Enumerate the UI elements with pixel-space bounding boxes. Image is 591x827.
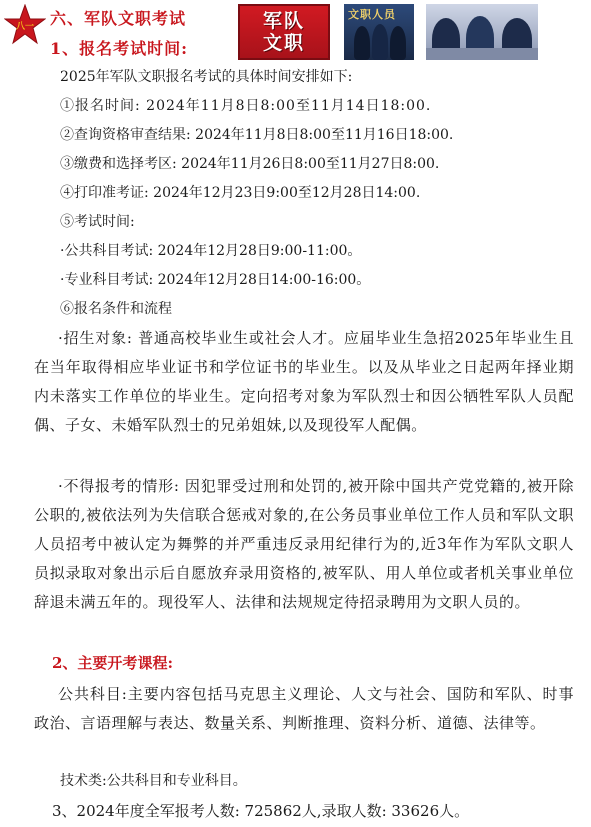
- list-item: ·专业科目考试: 2024年12月28日14:00-16:00。: [60, 272, 371, 288]
- applicant-stats: 3、2024年度全军报考人数: 725862人,录取人数: 33626人。: [52, 802, 470, 820]
- staff-photo: [426, 4, 538, 60]
- list-item: ⑥报名条件和流程: [60, 301, 172, 317]
- schedule-intro: 2025年军队文职报名考试的具体时间安排如下:: [60, 69, 353, 85]
- list-item: ⑤考试时间:: [60, 214, 135, 230]
- list-item: ②查询资格审查结果: 2024年11月8日8:00至11月16日18:00.: [60, 127, 454, 143]
- list-item: ·公共科目考试: 2024年12月28日9:00-11:00。: [60, 243, 362, 259]
- list-item: ④打印准考证: 2024年12月23日9:00至12月28日14:00.: [60, 185, 421, 201]
- list-item: ①报名时间: 2024年11月8日8:00至11月14日18:00.: [60, 98, 432, 114]
- military-civilian-logo: [238, 4, 330, 60]
- public-subjects-paragraph: 公共科目:主要内容包括马克思主义理论、人文与社会、国防和军队、时事政治、言语理解与表达、数量关系、判断推理、资料分析、道德、法律等。: [34, 685, 574, 732]
- red-star-icon: [4, 4, 46, 46]
- subsection-title: 1、报名考试时间:: [50, 39, 189, 58]
- courses-title: 2、主要开考课程:: [52, 654, 173, 672]
- recruitment-target-paragraph: ·招生对象: 普通高校毕业生或社会人才。应届毕业生急招2025年毕业生且在当年取得相应毕业证书和学位证书的毕业生。以及从毕业之日起两年择业期内未落实工作单位的毕业生。定向招考对象为军队烈士和因公牺牲军队人员配偶、子女、未婚军队烈士的兄弟姐妹,以及现役军人配偶。: [34, 329, 574, 434]
- poster-image: [344, 4, 414, 60]
- technical-subjects: 技术类:公共科目和专业科目。: [60, 773, 247, 789]
- logo-line-1: 军队: [262, 10, 305, 32]
- list-item: ③缴费和选择考区: 2024年11月26日8:00至11月27日8:00.: [60, 156, 440, 172]
- disqualification-paragraph: ·不得报考的情形: 因犯罪受过刑和处罚的,被开除中国共产党党籍的,被开除公职的,被依法列为失信联合惩戒对象的,在公务员事业单位工作人员和军队文职人员招考中被认定为舞弊的并严重违反录用纪律行为的,近3年作为军队文职人员拟录取对象出示后自愿放弃录用资格的,被军队、用人单位或者机关事业单位辞退未满五年的。现役军人、法律和法规规定待招录聘用为文职人员的。: [34, 477, 574, 611]
- poster-caption: 文职人员: [348, 8, 396, 21]
- section-title: 六、军队文职考试: [50, 9, 187, 28]
- logo-line-2: 文职: [262, 32, 305, 54]
- svg-text:八一: 八一: [15, 22, 35, 32]
